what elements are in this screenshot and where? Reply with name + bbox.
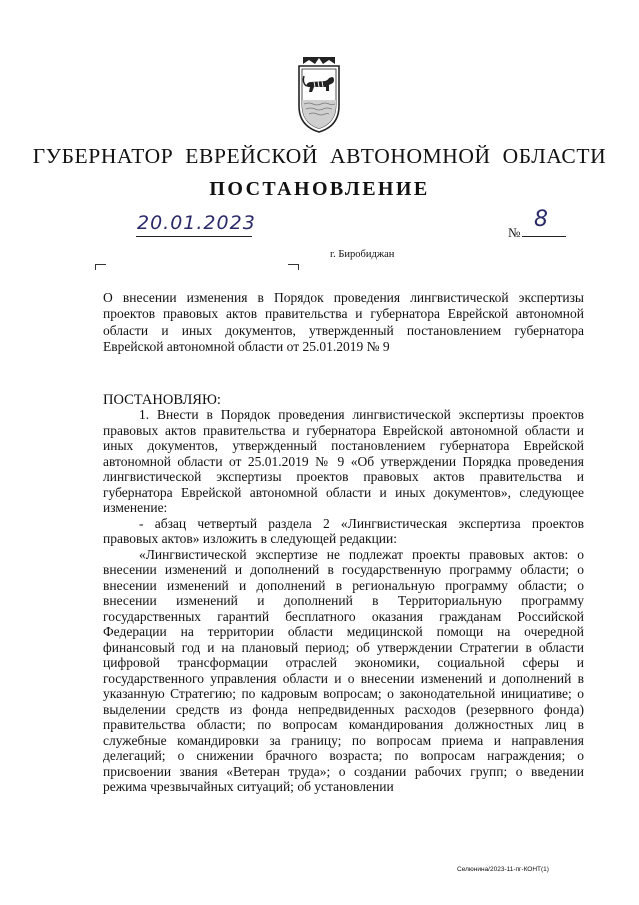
document-type-title: ПОСТАНОВЛЕНИЕ	[209, 178, 430, 200]
document-body	[103, 407, 584, 795]
tiger-shield-icon	[295, 54, 343, 134]
subject-right-bracket	[288, 264, 299, 270]
organization-title: ГУБЕРНАТОР ЕВРЕЙСКОЙ АВТОНОМНОЙ ОБЛАСТИ	[32, 144, 607, 168]
date-underline	[136, 236, 252, 237]
coat-of-arms-emblem	[295, 54, 343, 134]
document-subject: О внесении изменения в Порядок проведения лингвистической экспертизы проектов правовых актов правительства и губернатора Еврейской автономной области и иных документов, утвержденный постановлением губернатора Еврейской автономной области от 25.01.2019 № 9	[103, 290, 584, 355]
footer-code: Селюнина/2023-11-пг-КОНТ(1)	[457, 866, 549, 873]
paragraph: 1. Внести в Порядок проведения лингвистической экспертизы проектов правовых актов правительства и губернатора Еврейской автономной области и иных документов, утвержденный постановлением губернатора Еврейской автономной области от 25.01.2019 № 9 «Об утверждении Порядка проведения лингвистической экспертизы проектов правовых актов правительства и губернатора Еврейской автономной области и иных документов», следующее изменение:	[103, 407, 584, 515]
decree-heading: ПОСТАНОВЛЯЮ:	[103, 392, 221, 408]
document-number: 8	[534, 207, 548, 232]
number-label: №	[508, 225, 521, 240]
city-label: г. Биробиджан	[330, 249, 395, 260]
document-date: 20.01.2023	[137, 212, 256, 234]
number-underline	[522, 236, 566, 237]
paragraph: «Лингвистической экспертизе не подлежат проекты правовых актов: о внесении изменений и дополнений в государственную программу области; о внесении изменений и дополнений в региональную программу области; о внесении изменений и дополнений в Территориальную программу государственных гарантий бесплатного оказания гражданам Российской Федерации на территории области медицинской помощи на очередной финансовый год и на плановый период; об утверждении Стратегии в области цифровой трансформации отраслей экономики, социальной сферы и государственного управления области и о внесении изменений и дополнений в указанную Стратегию; по кадровым вопросам; о законодательной инициативе; о выделении средств из фонда непредвиденных расходов (резервного фонда) правительства области; по вопросам командирования должностных лиц в служебные командировки за границу; по вопросам приема и направления делегаций; о снижении брачного возраста; по вопросам награждения; о присвоении звания «Ветеран труда»; о создании рабочих групп; о введении режима чрезвычайных ситуаций; об установлении	[103, 546, 584, 794]
paragraph: - абзац четвертый раздела 2 «Лингвистическая экспертиза проектов правовых актов» изложить в следующей редакции:	[103, 515, 584, 546]
subject-left-bracket	[95, 264, 106, 270]
